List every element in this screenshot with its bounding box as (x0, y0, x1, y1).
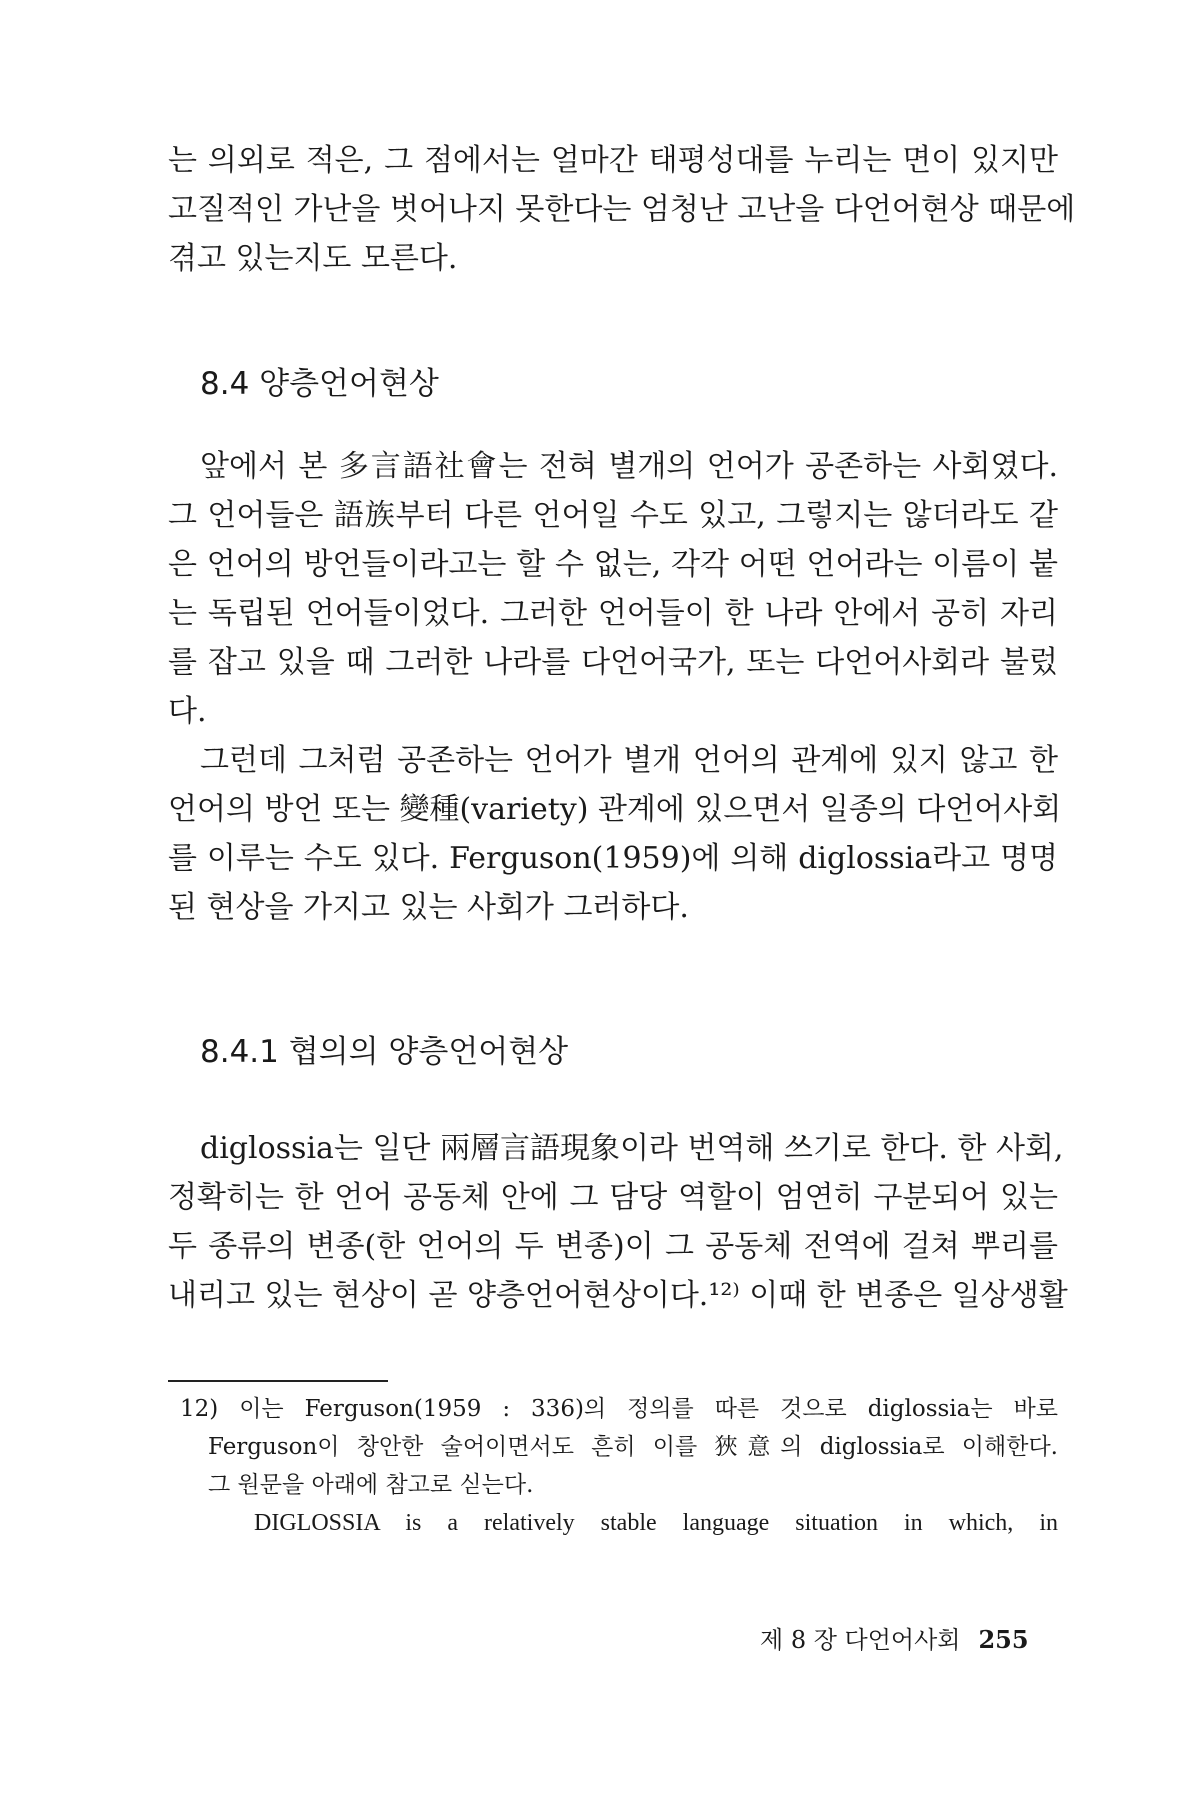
text-line: 는 의외로 적은, 그 점에서는 얼마간 태평성대를 누리는 면이 있지만 (168, 143, 1058, 178)
page-footer (760, 1620, 1029, 1655)
text-line: 내리고 있는 현상이 곧 양층언어현상이다.¹²⁾ 이때 한 변종은 일상생활 (168, 1278, 1068, 1313)
text-line: 겪고 있는지도 모른다. (168, 241, 458, 276)
text-line: 정확히는 한 언어 공동체 안에 그 담당 역할이 엄연히 구분되어 있는 (168, 1180, 1058, 1215)
text-line: 를 이루는 수도 있다. Ferguson(1959)에 의해 diglossia라고 명명 (168, 841, 1058, 876)
text-line: 다. (168, 694, 207, 729)
footnote-line: Ferguson이 창안한 술어이면서도 흔히 이를 狹意의 diglossia로 이해한다. (208, 1434, 1058, 1460)
chapter-label: 제 8 장 다언어사회 (760, 1626, 961, 1654)
section-8-4-paragraph-1 (168, 442, 1058, 736)
text-line: 는 독립된 언어들이었다. 그러한 언어들이 한 나라 안에서 공히 자리 (168, 596, 1058, 631)
footnote-12 (180, 1390, 1058, 1542)
intro-paragraph (168, 136, 1076, 283)
text-line: 그런데 그처럼 공존하는 언어가 별개 언어의 관계에 있지 않고 한 (200, 743, 1058, 778)
text-line: 앞에서 본 多言語社會는 전혀 별개의 언어가 공존하는 사회였다. (200, 449, 1058, 484)
footnote-line: 그 원문을 아래에 참고로 싣는다. (208, 1472, 534, 1498)
text-line: 두 종류의 변종(한 언어의 두 변종)이 그 공동체 전역에 걸쳐 뿌리를 (168, 1229, 1058, 1264)
text-line: 고질적인 가난을 벗어나지 못한다는 엄청난 고난을 다언어현상 때문에 (168, 192, 1076, 227)
section-heading-8-4-1: 8.4.1 협의의 양층언어현상 (200, 1034, 569, 1070)
footnote-quote: DIGLOSSIA is a relatively stable language situation in which, in (254, 1510, 1058, 1536)
text-line: 를 잡고 있을 때 그러한 나라를 다언어국가, 또는 다언어사회라 불렀 (168, 645, 1058, 680)
section-heading-8-4: 8.4 양층언어현상 (200, 366, 439, 402)
footnote-line: 12) 이는 Ferguson(1959 : 336)의 정의를 따른 것으로 diglossia는 바로 (180, 1396, 1058, 1422)
section-8-4-paragraph-2 (168, 736, 1062, 932)
text-line: 언어의 방언 또는 變種(variety) 관계에 있으면서 일종의 다언어사회 (168, 792, 1062, 827)
text-line: diglossia는 일단 兩層言語現象이라 번역해 쓰기로 한다. 한 사회, (200, 1131, 1064, 1166)
text-line: 그 언어들은 語族부터 다른 언어일 수도 있고, 그렇지는 않더라도 같 (168, 498, 1058, 533)
page-number: 255 (978, 1625, 1029, 1654)
section-8-4-1-paragraph (168, 1124, 1068, 1320)
text-line: 된 현상을 가지고 있는 사회가 그러하다. (168, 890, 689, 925)
footnote-divider (168, 1380, 388, 1382)
text-line: 은 언어의 방언들이라고는 할 수 없는, 각각 어떤 언어라는 이름이 붙 (168, 547, 1058, 582)
